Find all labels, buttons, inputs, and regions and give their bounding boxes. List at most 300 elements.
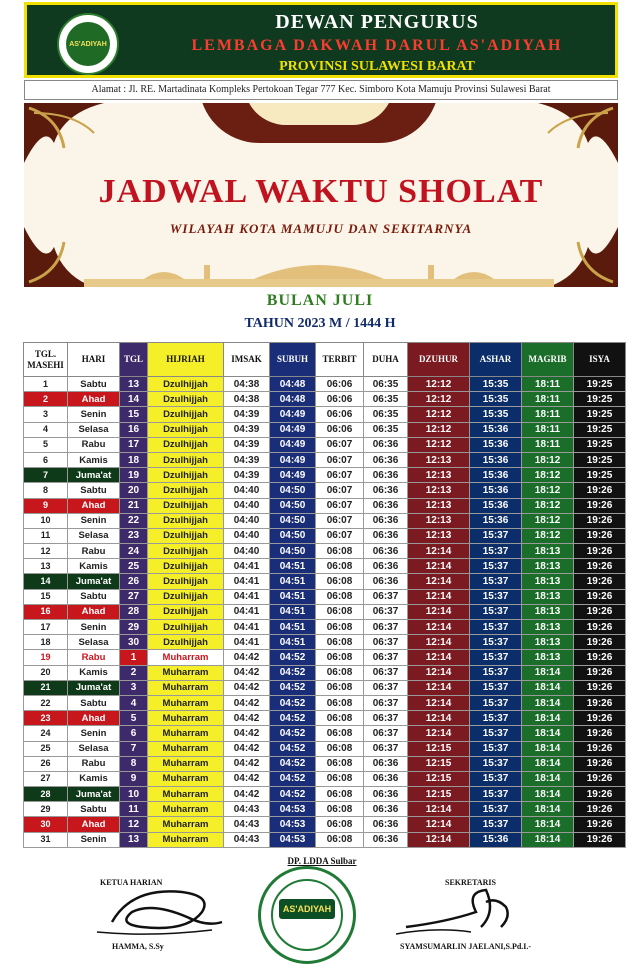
ashar-time-cell: 15:37: [470, 756, 522, 771]
day-masehi-cell: 5: [24, 437, 68, 452]
hijri-month-cell: Dzulhijjah: [148, 528, 224, 543]
ashar-time-cell: 15:36: [470, 483, 522, 498]
terbit-time-cell: 06:07: [316, 437, 364, 452]
duha-time-cell: 06:36: [364, 771, 408, 786]
day-masehi-cell: 29: [24, 802, 68, 817]
ashar-time-cell: 15:37: [470, 726, 522, 741]
table-row: [24, 528, 626, 543]
left-signatory-role: KETUA HARIAN: [100, 878, 163, 887]
day-name-cell: Ahad: [68, 392, 120, 407]
day-masehi-cell: 27: [24, 771, 68, 786]
day-name-cell: Ahad: [68, 604, 120, 619]
imsak-time-cell: 04:42: [224, 771, 270, 786]
isya-time-cell: 19:26: [574, 741, 626, 756]
dzuhur-time-cell: 12:14: [408, 665, 470, 680]
dzuhur-time-cell: 12:13: [408, 452, 470, 467]
table-row: [24, 741, 626, 756]
dzuhur-time-cell: 12:15: [408, 787, 470, 802]
header-panel: [24, 2, 618, 78]
dzuhur-time-cell: 12:14: [408, 650, 470, 665]
day-name-cell: Selasa: [68, 422, 120, 437]
table-row: [24, 392, 626, 407]
magrib-time-cell: 18:14: [522, 756, 574, 771]
terbit-time-cell: 06:07: [316, 513, 364, 528]
isya-time-cell: 19:26: [574, 650, 626, 665]
day-masehi-cell: 4: [24, 422, 68, 437]
duha-time-cell: 06:37: [364, 665, 408, 680]
header-line3: PROVINSI SULAWESI BARAT: [279, 59, 475, 74]
day-hijri-cell: 13: [120, 832, 148, 847]
ashar-time-cell: 15:35: [470, 392, 522, 407]
dzuhur-time-cell: 12:13: [408, 468, 470, 483]
imsak-time-cell: 04:39: [224, 422, 270, 437]
duha-time-cell: 06:36: [364, 756, 408, 771]
day-hijri-cell: 18: [120, 452, 148, 467]
terbit-time-cell: 06:07: [316, 483, 364, 498]
ashar-time-cell: 15:36: [470, 422, 522, 437]
isya-time-cell: 19:26: [574, 589, 626, 604]
terbit-time-cell: 06:06: [316, 422, 364, 437]
imsak-time-cell: 04:42: [224, 741, 270, 756]
table-row: [24, 407, 626, 422]
duha-time-cell: 06:36: [364, 574, 408, 589]
hijri-month-cell: Muharram: [148, 832, 224, 847]
magrib-time-cell: 18:12: [522, 528, 574, 543]
day-name-cell: Ahad: [68, 498, 120, 513]
day-name-cell: Kamis: [68, 559, 120, 574]
isya-time-cell: 19:26: [574, 695, 626, 710]
hijri-month-cell: Dzulhijjah: [148, 635, 224, 650]
ashar-time-cell: 15:36: [470, 437, 522, 452]
day-hijri-cell: 26: [120, 574, 148, 589]
magrib-time-cell: 18:13: [522, 574, 574, 589]
duha-time-cell: 06:37: [364, 741, 408, 756]
hijri-month-cell: Muharram: [148, 771, 224, 786]
hijri-month-cell: Dzulhijjah: [148, 422, 224, 437]
day-hijri-cell: 16: [120, 422, 148, 437]
magrib-time-cell: 18:11: [522, 422, 574, 437]
ashar-time-cell: 15:37: [470, 635, 522, 650]
day-masehi-cell: 2: [24, 392, 68, 407]
subuh-time-cell: 04:52: [270, 650, 316, 665]
day-name-cell: Rabu: [68, 437, 120, 452]
day-hijri-cell: 28: [120, 604, 148, 619]
subuh-time-cell: 04:49: [270, 437, 316, 452]
magrib-time-cell: 18:14: [522, 680, 574, 695]
duha-time-cell: 06:36: [364, 528, 408, 543]
duha-time-cell: 06:37: [364, 620, 408, 635]
terbit-time-cell: 06:08: [316, 604, 364, 619]
day-hijri-cell: 15: [120, 407, 148, 422]
day-masehi-cell: 14: [24, 574, 68, 589]
duha-time-cell: 06:37: [364, 680, 408, 695]
day-hijri-cell: 21: [120, 498, 148, 513]
terbit-time-cell: 06:08: [316, 574, 364, 589]
day-hijri-cell: 3: [120, 680, 148, 695]
ashar-time-cell: 15:37: [470, 741, 522, 756]
terbit-time-cell: 06:08: [316, 771, 364, 786]
magrib-time-cell: 18:11: [522, 377, 574, 392]
subuh-time-cell: 04:52: [270, 756, 316, 771]
stamp-text: AS'ADIYAH: [279, 899, 335, 919]
day-name-cell: Sabtu: [68, 483, 120, 498]
ashar-time-cell: 15:37: [470, 559, 522, 574]
dzuhur-time-cell: 12:15: [408, 771, 470, 786]
isya-time-cell: 19:26: [574, 726, 626, 741]
day-masehi-cell: 7: [24, 468, 68, 483]
subuh-time-cell: 04:50: [270, 513, 316, 528]
day-masehi-cell: 24: [24, 726, 68, 741]
col-header-ashar: ASHAR: [470, 343, 522, 377]
terbit-time-cell: 06:07: [316, 452, 364, 467]
subuh-time-cell: 04:52: [270, 787, 316, 802]
imsak-time-cell: 04:42: [224, 680, 270, 695]
imsak-time-cell: 04:42: [224, 665, 270, 680]
hijri-month-cell: Dzulhijjah: [148, 392, 224, 407]
subuh-time-cell: 04:52: [270, 695, 316, 710]
table-row: [24, 802, 626, 817]
col-header-duha: DUHA: [364, 343, 408, 377]
duha-time-cell: 06:36: [364, 452, 408, 467]
ashar-time-cell: 15:37: [470, 771, 522, 786]
isya-time-cell: 19:26: [574, 635, 626, 650]
table-row: [24, 665, 626, 680]
table-row: [24, 635, 626, 650]
table-row: [24, 817, 626, 832]
table-row: [24, 650, 626, 665]
schedule-title: JADWAL WAKTU SHOLAT: [98, 173, 544, 210]
day-name-cell: Senin: [68, 832, 120, 847]
magrib-time-cell: 18:14: [522, 695, 574, 710]
day-masehi-cell: 6: [24, 452, 68, 467]
dzuhur-time-cell: 12:14: [408, 544, 470, 559]
table-row: [24, 422, 626, 437]
magrib-time-cell: 18:12: [522, 483, 574, 498]
day-hijri-cell: 2: [120, 665, 148, 680]
day-name-cell: Selasa: [68, 741, 120, 756]
duha-time-cell: 06:36: [364, 832, 408, 847]
day-name-cell: Juma'at: [68, 787, 120, 802]
day-name-cell: Rabu: [68, 756, 120, 771]
magrib-time-cell: 18:13: [522, 635, 574, 650]
isya-time-cell: 19:26: [574, 528, 626, 543]
day-name-cell: Kamis: [68, 452, 120, 467]
table-row: [24, 787, 626, 802]
day-masehi-cell: 11: [24, 528, 68, 543]
magrib-time-cell: 18:14: [522, 741, 574, 756]
imsak-time-cell: 04:40: [224, 513, 270, 528]
subuh-time-cell: 04:51: [270, 604, 316, 619]
isya-time-cell: 19:25: [574, 422, 626, 437]
imsak-time-cell: 04:43: [224, 817, 270, 832]
dzuhur-time-cell: 12:14: [408, 711, 470, 726]
duha-time-cell: 06:37: [364, 589, 408, 604]
terbit-time-cell: 06:07: [316, 528, 364, 543]
hijri-month-cell: Dzulhijjah: [148, 513, 224, 528]
ashar-time-cell: 15:37: [470, 695, 522, 710]
day-hijri-cell: 29: [120, 620, 148, 635]
magrib-time-cell: 18:14: [522, 787, 574, 802]
terbit-time-cell: 06:08: [316, 589, 364, 604]
day-hijri-cell: 30: [120, 635, 148, 650]
day-masehi-cell: 23: [24, 711, 68, 726]
magrib-time-cell: 18:14: [522, 726, 574, 741]
day-hijri-cell: 22: [120, 513, 148, 528]
hijri-month-cell: Muharram: [148, 726, 224, 741]
magrib-time-cell: 18:12: [522, 468, 574, 483]
day-name-cell: Sabtu: [68, 802, 120, 817]
banner: [24, 103, 618, 287]
ashar-time-cell: 15:36: [470, 452, 522, 467]
terbit-time-cell: 06:07: [316, 468, 364, 483]
day-name-cell: Juma'at: [68, 680, 120, 695]
dzuhur-time-cell: 12:12: [408, 377, 470, 392]
isya-time-cell: 19:25: [574, 468, 626, 483]
duha-time-cell: 06:36: [364, 483, 408, 498]
day-masehi-cell: 25: [24, 741, 68, 756]
dzuhur-time-cell: 12:14: [408, 635, 470, 650]
day-name-cell: Ahad: [68, 817, 120, 832]
table-row: [24, 544, 626, 559]
col-header-hijriah: HIJRIAH: [148, 343, 224, 377]
dzuhur-time-cell: 12:14: [408, 817, 470, 832]
isya-time-cell: 19:26: [574, 832, 626, 847]
imsak-time-cell: 04:41: [224, 620, 270, 635]
imsak-time-cell: 04:38: [224, 392, 270, 407]
table-row: [24, 452, 626, 467]
imsak-time-cell: 04:40: [224, 498, 270, 513]
subuh-time-cell: 04:51: [270, 589, 316, 604]
table-row: [24, 589, 626, 604]
day-masehi-cell: 18: [24, 635, 68, 650]
terbit-time-cell: 06:08: [316, 559, 364, 574]
right-signature-image: [396, 882, 536, 942]
isya-time-cell: 19:26: [574, 513, 626, 528]
day-masehi-cell: 19: [24, 650, 68, 665]
table-row: [24, 726, 626, 741]
schedule-subtitle: WILAYAH KOTA MAMUJU DAN SEKITARNYA: [169, 221, 473, 236]
dzuhur-time-cell: 12:12: [408, 392, 470, 407]
table-row: [24, 574, 626, 589]
isya-time-cell: 19:26: [574, 756, 626, 771]
day-hijri-cell: 10: [120, 787, 148, 802]
subuh-time-cell: 04:52: [270, 771, 316, 786]
subuh-time-cell: 04:51: [270, 635, 316, 650]
hijri-month-cell: Dzulhijjah: [148, 437, 224, 452]
isya-time-cell: 19:25: [574, 437, 626, 452]
dzuhur-time-cell: 12:14: [408, 726, 470, 741]
magrib-time-cell: 18:11: [522, 407, 574, 422]
dzuhur-time-cell: 12:14: [408, 574, 470, 589]
col-header-isya: ISYA: [574, 343, 626, 377]
table-row: [24, 832, 626, 847]
ashar-time-cell: 15:36: [470, 468, 522, 483]
day-hijri-cell: 12: [120, 817, 148, 832]
table-row: [24, 680, 626, 695]
dzuhur-time-cell: 12:12: [408, 422, 470, 437]
prayer-schedule-table: [23, 342, 626, 848]
terbit-time-cell: 06:08: [316, 787, 364, 802]
day-hijri-cell: 8: [120, 756, 148, 771]
table-row: [24, 483, 626, 498]
ashar-time-cell: 15:37: [470, 620, 522, 635]
terbit-time-cell: 06:08: [316, 620, 364, 635]
magrib-time-cell: 18:13: [522, 650, 574, 665]
subuh-time-cell: 04:53: [270, 802, 316, 817]
hijri-month-cell: Dzulhijjah: [148, 483, 224, 498]
dzuhur-time-cell: 12:14: [408, 832, 470, 847]
magrib-time-cell: 18:13: [522, 559, 574, 574]
duha-time-cell: 06:36: [364, 437, 408, 452]
terbit-time-cell: 06:08: [316, 802, 364, 817]
table-row: [24, 559, 626, 574]
duha-time-cell: 06:35: [364, 422, 408, 437]
isya-time-cell: 19:26: [574, 817, 626, 832]
ashar-time-cell: 15:37: [470, 680, 522, 695]
day-hijri-cell: 14: [120, 392, 148, 407]
hijri-month-cell: Dzulhijjah: [148, 604, 224, 619]
hijri-month-cell: Dzulhijjah: [148, 407, 224, 422]
hijri-month-cell: Muharram: [148, 787, 224, 802]
official-stamp: [258, 866, 356, 964]
day-name-cell: Sabtu: [68, 377, 120, 392]
col-header-subuh: SUBUH: [270, 343, 316, 377]
organization-logo: [57, 13, 119, 75]
day-name-cell: Senin: [68, 513, 120, 528]
hijri-month-cell: Dzulhijjah: [148, 589, 224, 604]
hijri-month-cell: Dzulhijjah: [148, 559, 224, 574]
duha-time-cell: 06:36: [364, 468, 408, 483]
magrib-time-cell: 18:11: [522, 392, 574, 407]
day-masehi-cell: 9: [24, 498, 68, 513]
imsak-time-cell: 04:43: [224, 802, 270, 817]
imsak-time-cell: 04:39: [224, 468, 270, 483]
day-masehi-cell: 17: [24, 620, 68, 635]
day-name-cell: Sabtu: [68, 589, 120, 604]
mosque-skyline-illustration: [84, 255, 554, 287]
isya-time-cell: 19:26: [574, 787, 626, 802]
imsak-time-cell: 04:42: [224, 756, 270, 771]
imsak-time-cell: 04:40: [224, 544, 270, 559]
day-hijri-cell: 24: [120, 544, 148, 559]
day-hijri-cell: 4: [120, 695, 148, 710]
isya-time-cell: 19:26: [574, 559, 626, 574]
day-name-cell: Sabtu: [68, 695, 120, 710]
ashar-time-cell: 15:37: [470, 574, 522, 589]
day-name-cell: Selasa: [68, 635, 120, 650]
day-name-cell: Senin: [68, 407, 120, 422]
day-masehi-cell: 8: [24, 483, 68, 498]
imsak-time-cell: 04:41: [224, 604, 270, 619]
day-name-cell: Rabu: [68, 650, 120, 665]
isya-time-cell: 19:26: [574, 574, 626, 589]
duha-time-cell: 06:35: [364, 392, 408, 407]
month-label: BULAN JULI: [266, 292, 374, 309]
magrib-time-cell: 18:14: [522, 665, 574, 680]
day-name-cell: Ahad: [68, 711, 120, 726]
subuh-time-cell: 04:49: [270, 407, 316, 422]
subuh-time-cell: 04:50: [270, 528, 316, 543]
terbit-time-cell: 06:08: [316, 756, 364, 771]
isya-time-cell: 19:26: [574, 802, 626, 817]
header-line2: LEMBAGA DAKWAH DARUL AS'ADIYAH: [191, 37, 563, 54]
col-header-tgl-hijri: TGL: [120, 343, 148, 377]
hijri-month-cell: Muharram: [148, 802, 224, 817]
ashar-time-cell: 15:37: [470, 787, 522, 802]
terbit-time-cell: 06:07: [316, 498, 364, 513]
isya-time-cell: 19:26: [574, 771, 626, 786]
duha-time-cell: 06:36: [364, 787, 408, 802]
dzuhur-time-cell: 12:14: [408, 802, 470, 817]
table-row: [24, 695, 626, 710]
magrib-time-cell: 18:14: [522, 832, 574, 847]
subuh-time-cell: 04:51: [270, 620, 316, 635]
isya-time-cell: 19:25: [574, 377, 626, 392]
day-masehi-cell: 31: [24, 832, 68, 847]
imsak-time-cell: 04:41: [224, 574, 270, 589]
table-header-row: [24, 343, 626, 377]
isya-time-cell: 19:25: [574, 407, 626, 422]
col-header-tgl-masehi: TGL. MASEHI: [24, 343, 68, 377]
subuh-time-cell: 04:50: [270, 498, 316, 513]
duha-time-cell: 06:36: [364, 802, 408, 817]
day-name-cell: Senin: [68, 726, 120, 741]
ashar-time-cell: 15:37: [470, 589, 522, 604]
imsak-time-cell: 04:39: [224, 452, 270, 467]
hijri-month-cell: Dzulhijjah: [148, 498, 224, 513]
day-masehi-cell: 20: [24, 665, 68, 680]
ashar-time-cell: 15:35: [470, 407, 522, 422]
isya-time-cell: 19:25: [574, 392, 626, 407]
col-header-hari: HARI: [68, 343, 120, 377]
duha-time-cell: 06:37: [364, 604, 408, 619]
magrib-time-cell: 18:12: [522, 452, 574, 467]
subuh-time-cell: 04:52: [270, 680, 316, 695]
hijri-month-cell: Dzulhijjah: [148, 574, 224, 589]
magrib-time-cell: 18:14: [522, 817, 574, 832]
terbit-time-cell: 06:06: [316, 407, 364, 422]
duha-time-cell: 06:37: [364, 650, 408, 665]
isya-time-cell: 19:26: [574, 483, 626, 498]
day-hijri-cell: 17: [120, 437, 148, 452]
terbit-time-cell: 06:08: [316, 817, 364, 832]
imsak-time-cell: 04:42: [224, 650, 270, 665]
ashar-time-cell: 15:37: [470, 711, 522, 726]
isya-time-cell: 19:26: [574, 498, 626, 513]
imsak-time-cell: 04:41: [224, 559, 270, 574]
hijri-month-cell: Dzulhijjah: [148, 544, 224, 559]
imsak-time-cell: 04:38: [224, 377, 270, 392]
terbit-time-cell: 06:08: [316, 711, 364, 726]
dzuhur-time-cell: 12:13: [408, 528, 470, 543]
dzuhur-time-cell: 12:14: [408, 589, 470, 604]
imsak-time-cell: 04:40: [224, 528, 270, 543]
day-hijri-cell: 13: [120, 377, 148, 392]
day-hijri-cell: 5: [120, 711, 148, 726]
terbit-time-cell: 06:08: [316, 741, 364, 756]
day-masehi-cell: 10: [24, 513, 68, 528]
logo-text: AS'ADIYAH: [66, 22, 110, 66]
day-masehi-cell: 13: [24, 559, 68, 574]
table-row: [24, 771, 626, 786]
magrib-time-cell: 18:13: [522, 620, 574, 635]
subuh-time-cell: 04:52: [270, 665, 316, 680]
col-header-imsak: IMSAK: [224, 343, 270, 377]
ashar-time-cell: 15:37: [470, 665, 522, 680]
day-masehi-cell: 28: [24, 787, 68, 802]
day-name-cell: Kamis: [68, 771, 120, 786]
ashar-time-cell: 15:36: [470, 498, 522, 513]
